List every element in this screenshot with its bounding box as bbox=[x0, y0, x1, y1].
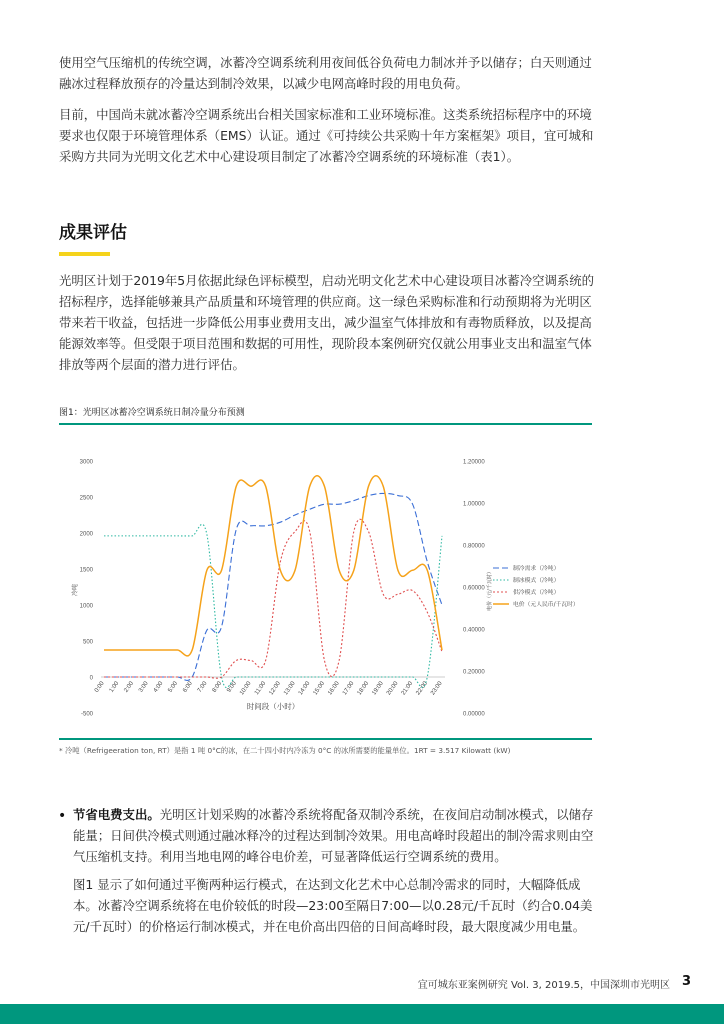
y-axis-title: 冷吨 bbox=[72, 583, 79, 597]
page-number: 3 bbox=[682, 974, 692, 989]
y-tick-label: 1000 bbox=[79, 603, 93, 610]
y-tick-label: 2500 bbox=[79, 495, 93, 502]
intro-paragraph-2: 目前，中国尚未就冰蓄冷空调系统出台相关国家标准和工业环境标准。这类系统招标程序中的环境要求也仅限于环境管理体系（EMS）认证。通过《可持续公共采购十年方案框架》项目，宜可城和采购方共同为光明文化艺术中心建设项目制定了冰蓄冷空调系统的环境标准（表1）。 bbox=[59, 107, 594, 164]
legend-label-4: 电价（元人民币/千瓦时） bbox=[513, 602, 579, 608]
figure-top-rule bbox=[59, 423, 592, 425]
x-tick-label: 6:00 bbox=[182, 680, 194, 694]
y2-tick-label: 1.00000 bbox=[463, 501, 485, 508]
x-tick-label: 10:00 bbox=[239, 680, 253, 697]
y2-tick-label: 1.20000 bbox=[463, 459, 485, 466]
series-line-4 bbox=[104, 476, 442, 656]
figure-footnote: * 冷吨（Refrigeeration ton, RT）是指 1 吨 0°C的冰，在二十四小时内冷冻为 0°C 的冰所需要的能量单位。1RT = 3.517 Kilowatt (kW) bbox=[59, 746, 511, 755]
y-tick-label: 3000 bbox=[79, 459, 93, 466]
series-line-3 bbox=[104, 519, 442, 678]
x-tick-label: 22:00 bbox=[415, 680, 429, 697]
x-tick-label: 8:00 bbox=[211, 680, 224, 694]
x-axis-title: 时间段（小时） bbox=[246, 702, 300, 711]
y-tick-label: 1500 bbox=[79, 567, 93, 574]
figure-explanation-paragraph: 图1 显示了如何通过平衡两种运行模式，在达到文化艺术中心总制冷需求的同时，大幅降低成本。冰蓄冷空调系统将在电价较低的时段—23:00至隔日7:00—以0.28元/千瓦时（约合0.04美元/千瓦时）的价格运行制冰模式，并在电价高出四倍的日间高峰时段，最大限度减少用电量。 bbox=[73, 877, 593, 934]
x-tick-label: 0:00 bbox=[94, 680, 106, 694]
x-tick-label: 3:00 bbox=[138, 680, 150, 694]
figure-caption: 图1：光明区冰蓄冷空调系统日制冷量分布预测 bbox=[59, 408, 245, 418]
x-tick-label: 14:00 bbox=[297, 680, 312, 697]
x-tick-label: 23:00 bbox=[430, 680, 444, 697]
bullet-dot: • bbox=[58, 808, 67, 824]
x-tick-label: 7:00 bbox=[196, 680, 209, 694]
series-line-1 bbox=[104, 493, 442, 680]
x-tick-label: 15:00 bbox=[312, 680, 327, 697]
heading-underline bbox=[59, 252, 110, 256]
y2-axis-title: 电价（元/千瓦时） bbox=[487, 569, 493, 611]
x-tick-label: 17:00 bbox=[341, 680, 356, 697]
legend-label-1: 制冷需求（冷吨） bbox=[513, 566, 560, 572]
section-heading: 成果评估 bbox=[59, 223, 127, 243]
y2-tick-label: 0.80000 bbox=[463, 543, 485, 550]
x-tick-label: 18:00 bbox=[356, 680, 371, 697]
figure-bottom-rule bbox=[59, 738, 592, 740]
bullet-bold-lead: 节省电费支出。 bbox=[73, 807, 160, 822]
y-tick-label: 500 bbox=[82, 639, 93, 646]
y2-tick-label: 0.00000 bbox=[463, 711, 485, 718]
x-tick-label: 16:00 bbox=[327, 680, 341, 697]
y2-tick-label: 0.60000 bbox=[463, 585, 485, 592]
y2-tick-label: 0.40000 bbox=[463, 627, 485, 634]
x-tick-label: 4:00 bbox=[152, 680, 165, 694]
footer-text: 宜可城东亚案例研究 Vol. 3, 2019.5，中国深圳市光明区 bbox=[417, 980, 670, 991]
legend-label-2: 制冰模式（冷吨） bbox=[513, 578, 560, 584]
legend-label-3: 供冷模式（冷吨） bbox=[513, 590, 560, 596]
x-tick-label: 19:00 bbox=[371, 680, 385, 697]
bullet-body: 光明区计划采购的冰蓄冷系统将配备双制冷系统，在夜间启动制冰模式，以储存能量；日间供冷模式则通过融冰释冷的过程达到制冷效果。用电高峰时段超出的制冷需求则由空气压缩机支持。利用当地电网的峰谷电价差，可显著降低运行空调系统的费用。 bbox=[73, 807, 594, 864]
y-tick-label: 0 bbox=[89, 675, 93, 682]
bottom-color-band bbox=[0, 1004, 724, 1024]
cooling-distribution-chart bbox=[59, 440, 599, 730]
x-tick-label: 13:00 bbox=[283, 680, 297, 697]
x-tick-label: 1:00 bbox=[108, 680, 121, 694]
x-tick-label: 12:00 bbox=[268, 680, 282, 697]
x-tick-label: 20:00 bbox=[386, 680, 400, 697]
y-tick-label: -500 bbox=[80, 711, 93, 718]
x-tick-label: 9:00 bbox=[226, 680, 238, 694]
series-line-2 bbox=[104, 524, 442, 687]
intro-paragraph-1: 使用空气压缩机的传统空调，冰蓄冷空调系统利用夜间低谷负荷电力制冰并予以储存；白天则通过融冰过程释放预存的冷量达到制冷效果，以减少电网高峰时段的用电负荷。 bbox=[59, 55, 592, 91]
x-tick-label: 5:00 bbox=[167, 680, 180, 694]
y2-tick-label: 0.20000 bbox=[463, 669, 485, 676]
x-tick-label: 11:00 bbox=[254, 680, 268, 697]
section-paragraph: 光明区计划于2019年5月依据此绿色评标模型，启动光明文化艺术中心建设项目冰蓄冷空调系统的招标程序，选择能够兼具产品质量和环境管理的供应商。这一绿色采购标准和行动预期将为光明区带来若干收益，包括进一步降低公用事业费用支出，减少温室气体排放和有毒物质释放，以及提高能源效率等。但受限于项目范围和数据的可用性，现阶段本案例研究仅就公用事业支出和温室气体排放等两个层面的潜力进行评估。 bbox=[59, 273, 595, 372]
bullet-paragraph bbox=[73, 804, 601, 867]
x-tick-label: 2:00 bbox=[123, 680, 136, 694]
x-tick-label: 21:00 bbox=[400, 680, 415, 697]
y-tick-label: 2000 bbox=[79, 531, 93, 538]
